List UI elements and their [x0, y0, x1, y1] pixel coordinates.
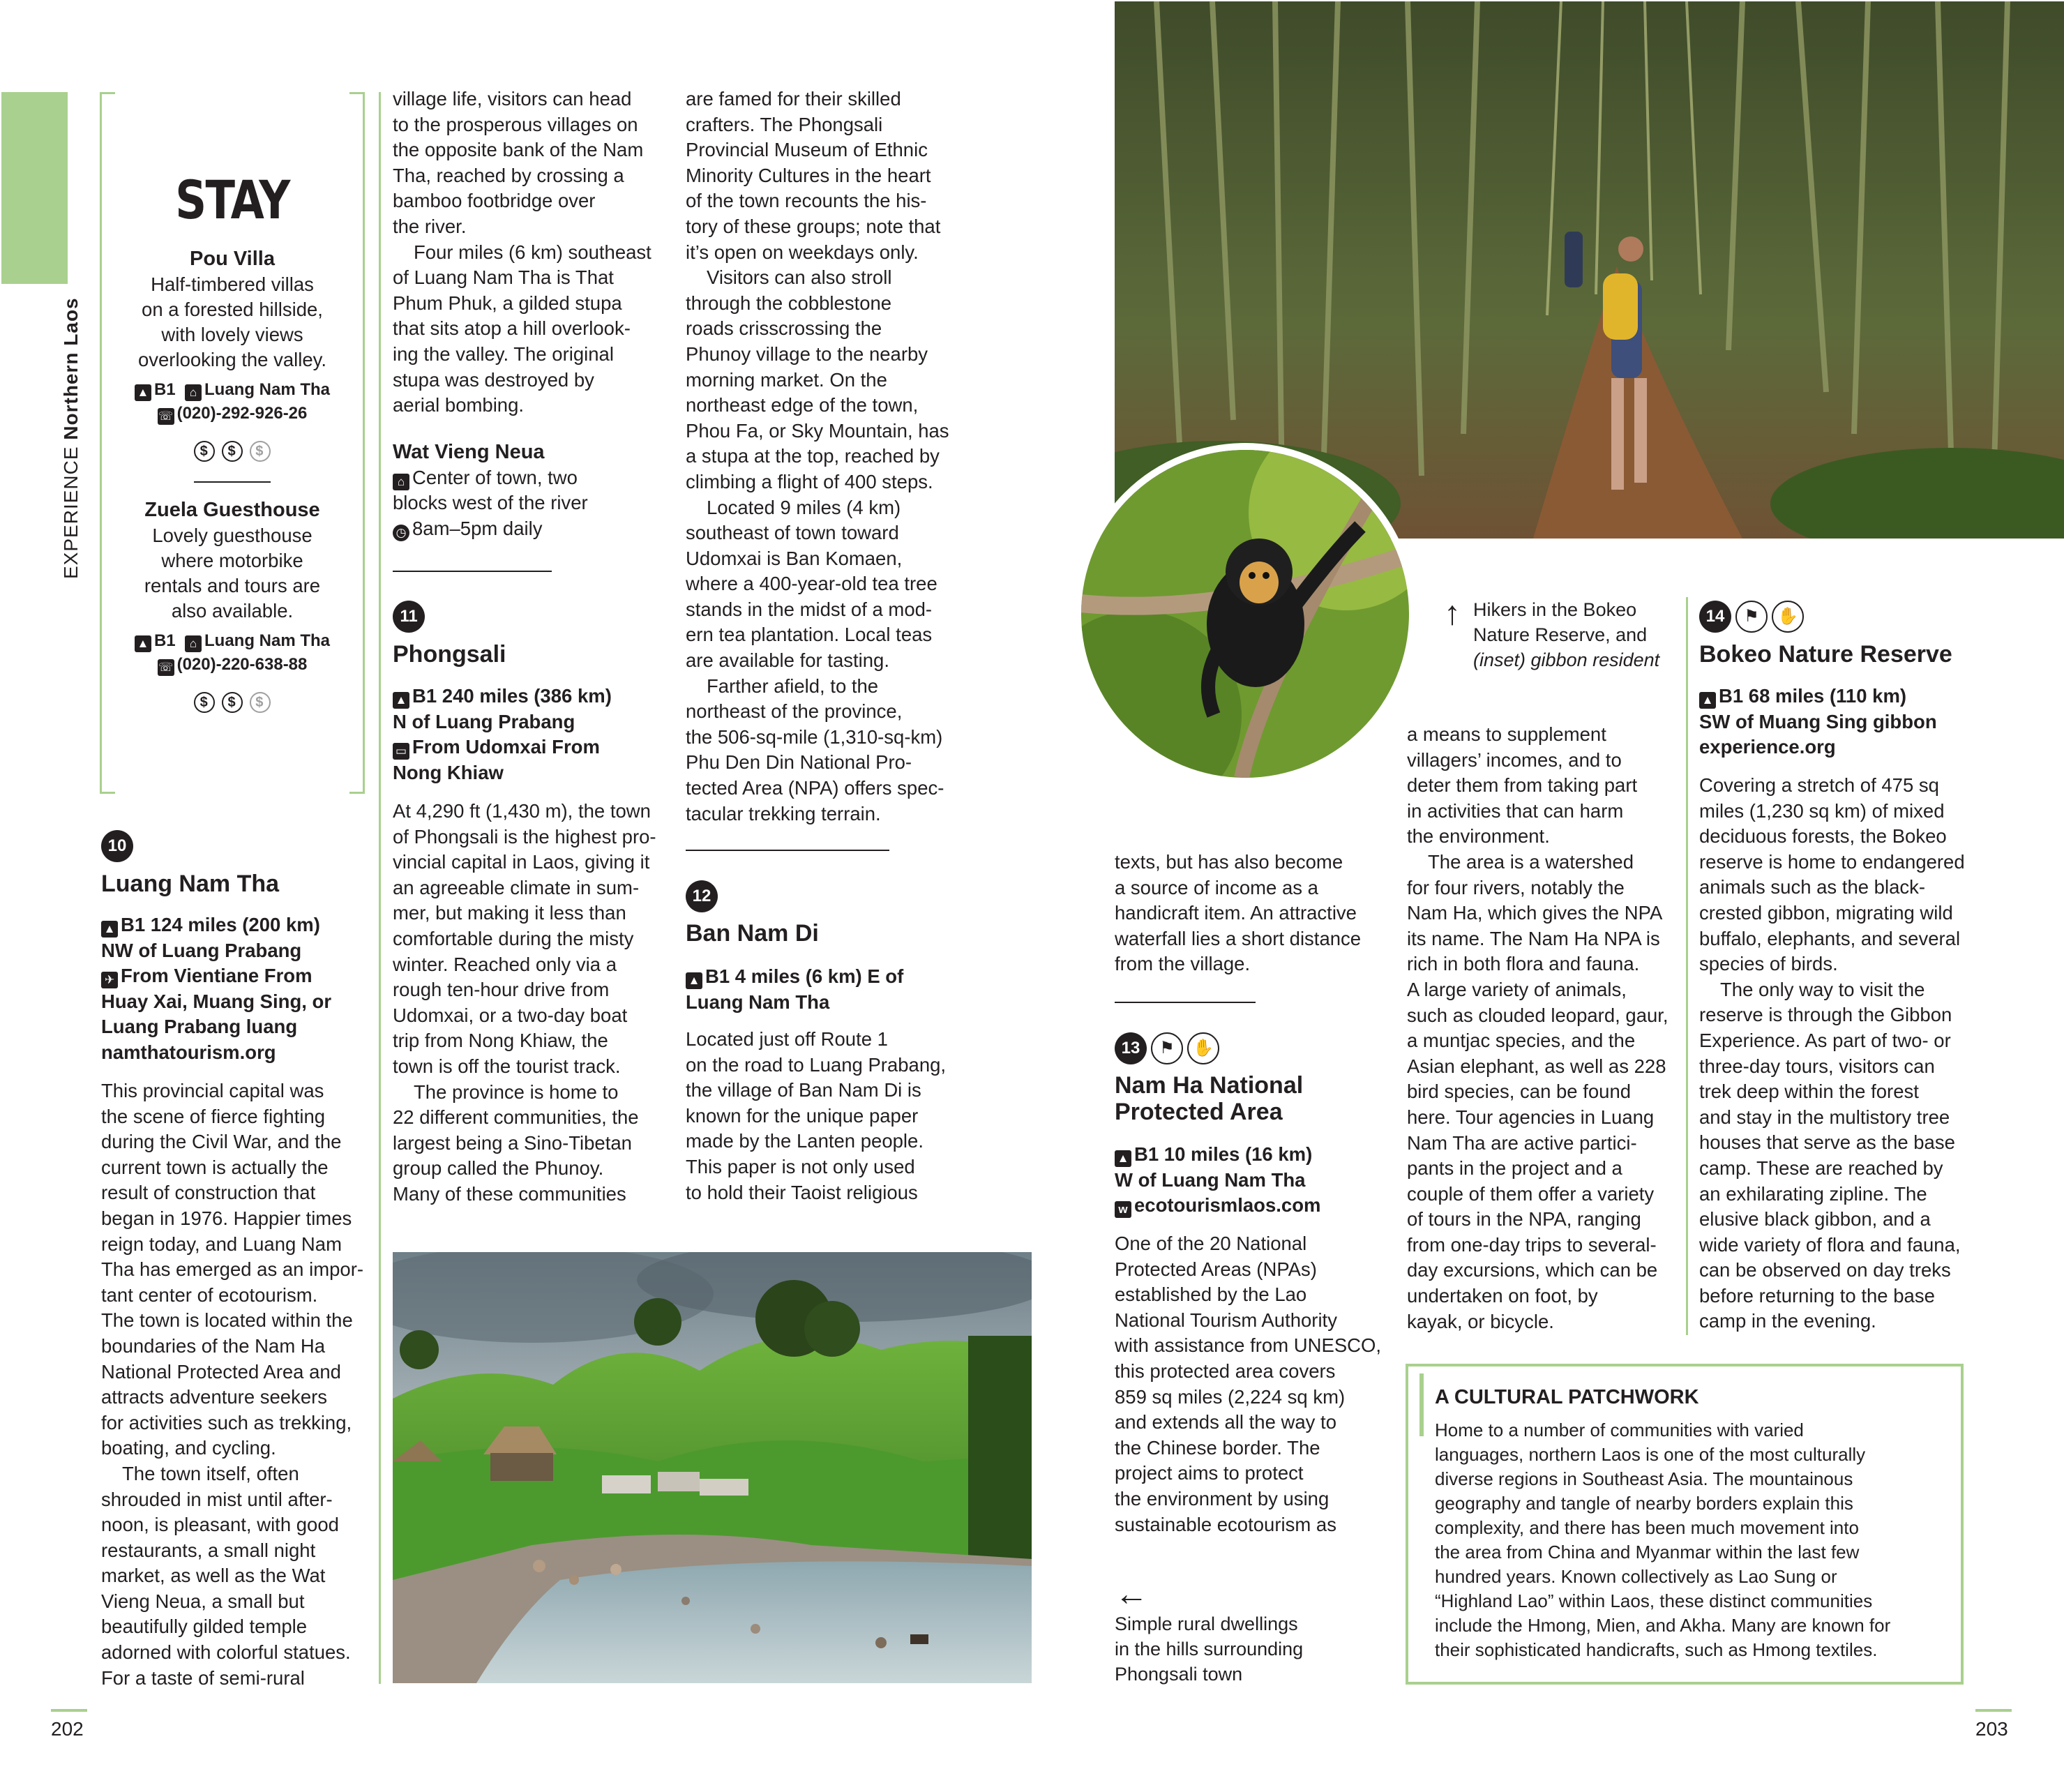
stay-box [100, 92, 365, 794]
section-title: Bokeo Nature Reserve [1699, 641, 1952, 668]
column-text: a means to supplement villagers’ incomes, and to deter them from taking part in activities that can harm the environment. The area is a watershed for four rivers, notably the Nam Ha, which gives the NPA its name. The Nam Ha NPA is rich in both flora and fauna. A large variety of animals, such as clouded leopard, gaur, a muntjac species, and the Asian elephant, as well as 228 bird species, can be found here. Tour agencies in Luang Nam Tha are active partici- pants in the project and a couple of them offer a variety of tours in the NPA, ranging from one-day trips to several- day excursions, which can be undertaken on foot, by kayak, or bicycle. [1407, 723, 1668, 1332]
map-ref-icon: ▲ [135, 635, 151, 652]
address-icon: ⌂ [393, 474, 409, 490]
stay-phone: ☏ (020)-292-926-26 [100, 402, 365, 426]
map-ref-icon: ▲ [1699, 692, 1716, 709]
hand-gesture-icon: ✋ [1772, 601, 1804, 633]
phongsali-village-photo [393, 1252, 1032, 1683]
section-info: ▲ B1 10 miles (16 km) W of Luang Nam Tha w ecotourismlaos.com [1115, 1142, 1394, 1219]
address-icon: ⌂ [185, 384, 202, 401]
price-symbol-icon: $ [222, 441, 243, 462]
side-tab-region: Northern Laos [60, 297, 82, 440]
stay-location: ▲ B1 ⌂ Luang Nam Tha [100, 378, 365, 402]
hand-gesture-icon: ✋ [1187, 1032, 1219, 1064]
divider [686, 850, 889, 851]
page-number-left: 202 [51, 1718, 84, 1740]
section-title: Phongsali [393, 641, 506, 668]
map-ref-icon: ▲ [686, 972, 702, 989]
caption-dwellings: ← Simple rural dwellings in the hills surrounding Phongsali town [1115, 1578, 1366, 1687]
wat-title: Wat Vieng Neua [393, 441, 545, 463]
hiking-boot-icon: ⚑ [1151, 1032, 1183, 1064]
map-ref-icon: ▲ [393, 692, 409, 709]
column-rule [1686, 597, 1688, 1335]
price-rating [100, 438, 365, 462]
section-number-badge: 12 [686, 880, 718, 912]
stay-location: ▲ B1 ⌂ Luang Nam Tha [100, 629, 365, 653]
patchwork-text: Home to a number of communities with varied languages, northern Laos is one of the most culturally diverse regions in Southeast Asia. The mountainous geography and tangle of nearby borders explain this complexity, and there has been much movement into the area from China and Myanmar within the last few hundred years. Known collectively as Lao Sung or “Highland Lao” within Laos, these distinct communities include the Hmong, Mien, and Akha. Many are known for their sophisticated handicrafts, such as Hmong textiles. [1435, 1420, 1891, 1660]
section-number-badge: 10 [101, 830, 133, 862]
phone-icon: ☏ [158, 408, 174, 425]
web-icon: w [1115, 1201, 1131, 1218]
clock-icon: ◷ [393, 525, 409, 541]
section-body: Located just off Route 1 on the road to Luang Prabang, the village of Ban Nam Di is known for the unique paper made by the Lanten people. This paper is not only used to hold their Taoist religious [686, 1028, 947, 1203]
price-symbol-icon: $ [250, 692, 271, 713]
stay-phone: ☏ (020)-220-638-88 [100, 653, 365, 677]
patchwork-title: A CULTURAL PATCHWORK [1435, 1386, 1699, 1408]
divider [393, 571, 552, 572]
arrow-left-icon: ← [1115, 1576, 1148, 1613]
map-ref-icon: ▲ [101, 921, 118, 938]
column-text: texts, but has also become a source of income as a handicraft item. An attractive waterfall lies a short distance from the village. [1115, 851, 1362, 975]
gibbon-inset-photo [1074, 443, 1416, 785]
divider [1115, 1002, 1256, 1003]
stay-divider [194, 481, 271, 483]
price-symbol-icon: $ [194, 692, 215, 713]
gibbon-illustration [1081, 450, 1409, 778]
section-body: One of the 20 National Protected Areas (NPAs) established by the Lao National Tourism Authority with assistance from UNESCO, this protected area covers 859 sq miles (2,224 sq km) and extends all the way to the Chinese border. The project aims to protect the environment by using sustainable ecotourism as [1115, 1233, 1382, 1535]
column-rule [379, 92, 381, 1684]
section-title: Luang Nam Tha [101, 871, 280, 897]
hiking-boot-icon: ⚑ [1735, 601, 1768, 633]
section-body: Covering a stretch of 475 sq miles (1,230 sq km) of mixed deciduous forests, the Bokeo reserve is home to endangered animals such as the black- crested gibbon, migrating wild buffalo, elephants, and several species of birds. The only way to visit the reserve is through the Gibbon Experience. As part of two- or three-day tours, visitors can trek deep within the forest and stay in the multistory tree houses that serve as the base camp. These are reached by an exhilarating zipline. The elusive black gibbon, and a wide variety of flora and fauna, can be observed on day treks before returning to the base camp in the evening. [1699, 774, 1965, 1332]
price-symbol-icon: $ [250, 441, 271, 462]
section-title: Nam Ha National Protected Area [1115, 1072, 1304, 1125]
stay-title: STAY [175, 169, 289, 231]
phone-icon: ☏ [158, 659, 174, 676]
stay-entry [100, 497, 365, 713]
section-body: At 4,290 ft (1,430 m), the town of Phongsali is the highest pro- vincial capital in Laos, giving it an agreeable climate in sum- mer, but making it less than comfortable during the misty winter. Reached only via a rough ten-hour drive from Udomxai, or a two-day boat trip from Nong Khiaw, the town is off the tourist track. The province is home to 22 different communities, the largest being a Sino-Tibetan group called the Phunoy. Many of these communities [393, 800, 656, 1205]
price-rating [100, 689, 365, 713]
stay-entry [100, 246, 365, 462]
page-number-accent [1975, 1709, 2012, 1712]
section-info: ▲ B1 68 miles (110 km) SW of Muang Sing gibbon experience.org [1699, 685, 1937, 758]
cultural-patchwork-box [1406, 1364, 1964, 1685]
column-text: village life, visitors can head to the prosperous villages on the opposite bank of the Nam Tha, reached by crossing a bamboo footbridge over the river. Four miles (6 km) southeast of Luang Nam Tha is That Phum Phuk, a gilded stupa that sits atop a hill overlook- ing the valley. The original stupa was destroyed by aerial bombing. [393, 88, 651, 416]
section-number-badge: 13 [1115, 1032, 1147, 1064]
price-symbol-icon: $ [194, 441, 215, 462]
side-tab-label [60, 297, 82, 579]
stay-name: Pou Villa [190, 248, 275, 270]
section-info: ▲ B1 4 miles (6 km) E of Luang Nam Tha [686, 965, 904, 1013]
section-info: ▲ B1 124 miles (200 km) NW of Luang Prabang ✈ From Vientiane From Huay Xai, Muang Sing, or Luang Prabang luang namthatourism.org [101, 914, 332, 1063]
side-tab-prefix: EXPERIENCE [60, 446, 82, 579]
column-text: are famed for their skilled crafters. The Phongsali Provincial Museum of Ethnic Minority Cultures in the heart of the town recounts the his- tory of these groups; note that it’s open on weekdays only. Visitors can also stroll through the cobblestone roads crisscrossing the Phunoy village to the nearby morning market. On the northeast edge of the town, Phou Fa, or Sky Mountain, has a stupa at the top, reached by climbing a flight of 400 steps. Located 9 miles (4 km) southeast of town toward Udomxai is Ban Komaen, where a 400-year-old tea tree stands in the midst of a mod- ern tea plantation. Local teas are available for tasting. Farther afield, to the northeast of the province, the 506-sq-mile (1,310-sq-km) Phu Den Din National Pro- tected Area (NPA) offers spec- tacular trekking terrain. [686, 88, 949, 825]
stay-description: Lovely guesthouse where motorbike rentals and tours are also available. [144, 525, 321, 622]
stay-description: Half-timbered villas on a forested hillside, with lovely views overlooking the valley. [137, 273, 327, 370]
map-ref-icon: ▲ [135, 384, 151, 401]
section-number-badge: 14 [1699, 601, 1731, 633]
address-icon: ⌂ [185, 635, 202, 652]
page-number-right: 203 [1975, 1718, 2008, 1740]
wat-vieng-neua-info: Wat Vieng Neua ⌂ Center of town, two blocks west of the river ◷ 8am–5pm daily [393, 439, 665, 541]
price-symbol-icon: $ [222, 692, 243, 713]
section-info: ▲ B1 240 miles (386 km) N of Luang Prabang ▭ From Udomxai From Nong Khiaw [393, 685, 612, 783]
landscape-illustration [393, 1252, 1032, 1683]
side-tab-accent [1, 92, 68, 284]
bus-icon: ▭ [393, 743, 409, 760]
patchwork-accent [1419, 1373, 1424, 1436]
plane-icon: ✈ [101, 972, 118, 988]
section-number-badge: 11 [393, 601, 425, 633]
section-body: This provincial capital was the scene of fierce fighting during the Civil War, and the current town is actually the result of construction that began in 1976. Happier times reign today, and Luang Nam Tha has emerged as an impor- tant center of ecotourism. The town is located within the boundaries of the Nam Ha National Protected Area and attracts adventure seekers for activities such as trekking, boating, and cycling. The town itself, often shrouded in mist until after- noon, is pleasant, with good restaurants, a small night market, as well as the Wat Vieng Neua, a small but beautifully gilded temple adorned with colorful statues. For a taste of semi-rural [101, 1080, 364, 1689]
section-title: Ban Nam Di [686, 920, 819, 947]
page-number-accent [51, 1709, 87, 1712]
arrow-up-icon: ↑ [1444, 595, 1461, 632]
stay-name: Zuela Guesthouse [144, 499, 320, 521]
map-ref-icon: ▲ [1115, 1150, 1131, 1167]
